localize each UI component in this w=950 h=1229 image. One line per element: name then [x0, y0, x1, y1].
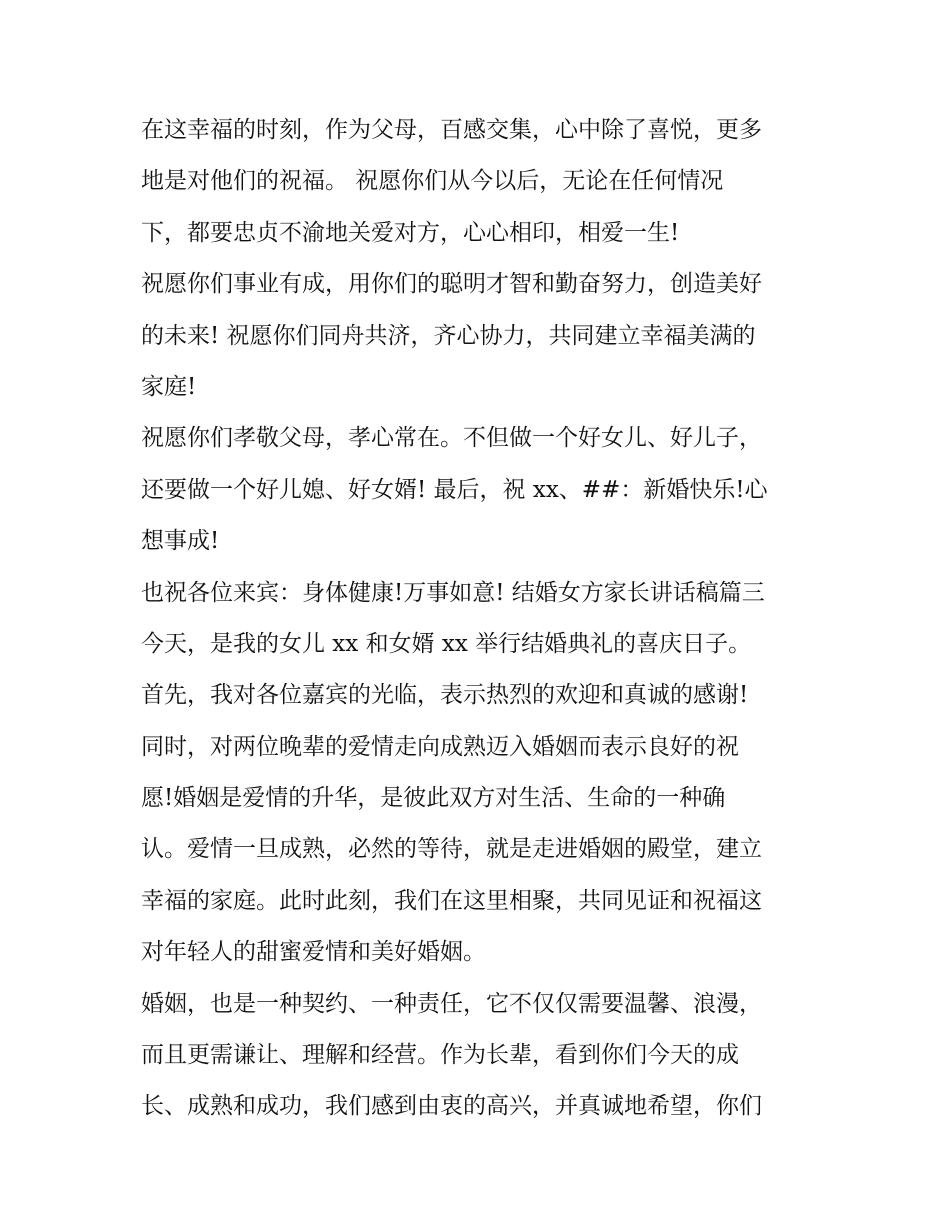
text-line: 今天，是我的女儿 xx 和女婿 xx 举行结婚典礼的喜庆日子。: [141, 630, 752, 657]
text-line: 祝愿你们孝敬父母，孝心常在。不但做一个好女儿、好儿子，: [141, 425, 762, 452]
body-text: [141, 108, 821, 1136]
text-line: 的未来! 祝愿你们同舟共济，齐心协力，共同建立幸福美满的: [141, 322, 756, 349]
text-line: 还要做一个好儿媳、好女婿! 最后，祝 xx、##：新婚快乐!心: [141, 476, 768, 503]
text-line: 同时，对两位晚辈的爱情走向成熟迈入婚姻而表示良好的祝: [141, 733, 739, 760]
text-line: 而且更需谦让、理解和经营。作为长辈，看到你们今天的成: [141, 1042, 739, 1069]
text-line: 下，都要忠贞不渝地关爱对方，心心相印，相爱一生!: [141, 219, 680, 246]
text-line: 在这幸福的时刻，作为父母，百感交集，心中除了喜悦，更多: [141, 117, 762, 143]
text-line: 也祝各位来宾：身体健康!万事如意! 结婚女方家长讲话稿篇三: [141, 579, 765, 606]
text-line: 对年轻人的甜蜜爱情和美好婚姻。: [141, 939, 486, 966]
text-line: 家庭!: [141, 373, 197, 400]
text-line: 祝愿你们事业有成，用你们的聪明才智和勤奋努力，创造美好: [141, 271, 762, 298]
text-line: 地是对他们的祝福。 祝愿你们从今以后，无论在任何情况: [141, 168, 724, 195]
text-line: 愿!婚姻是爱情的升华，是彼此双方对生活、生命的一种确: [141, 785, 726, 812]
text-line: 长、成熟和成功，我们感到由衷的高兴，并真诚地希望，你们: [141, 1093, 762, 1120]
text-line: 婚姻，也是一种契约、一种责任，它不仅仅需要温馨、浪漫，: [141, 990, 762, 1017]
text-line: 幸福的家庭。此时此刻，我们在这里相聚，共同见证和祝福这: [141, 887, 762, 914]
text-line: 首先，我对各位嘉宾的光临，表示热烈的欢迎和真诚的感谢!: [141, 682, 749, 709]
text-line: 认。爱情一旦成熟，必然的等待，就是走进婚姻的殿堂，建立: [141, 836, 762, 863]
text-line: 想事成!: [141, 528, 220, 555]
